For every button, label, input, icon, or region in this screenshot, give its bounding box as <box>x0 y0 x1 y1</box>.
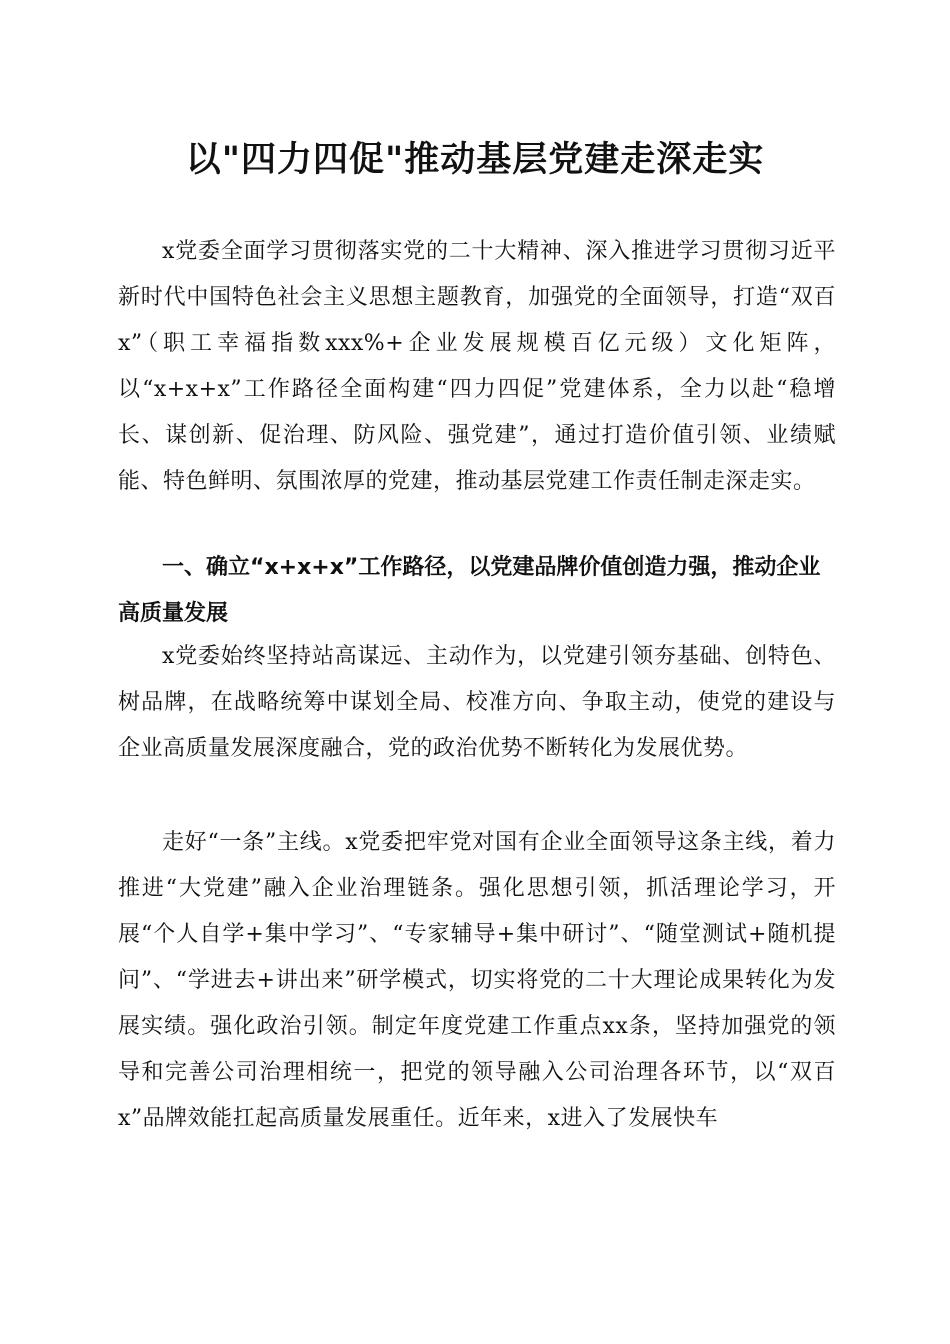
document-title: 以"四力四促"推动基层党建走深走实 <box>185 139 765 180</box>
section-1-paragraph-2: 走好“一条”主线。x党委把牢党对国有企业全面领导这条主线，着力推进“大党建”融入企业治理链条。强化思想引领，抓活理论学习，开展“个人自学+集中学习”、“专家辅导+集中研讨”、“随堂测试+随机提问”、“学进去+讲出来”研学模式，切实将党的二十大理论成果转化为发展实绩。强化政治引领。制定年度党建工作重点xx条，坚持加强党的领导和完善公司治理相统一，把党的领导融入公司治理各环节，以“双百x”品牌效能扛起高质量发展重任。近年来，x进入了发展快车 <box>118 830 836 1131</box>
section-1-paragraph-1: x党委始终坚持站高谋远、主动作为，以党建引领夯基础、创特色、树品牌，在战略统筹中谋划全局、校准方向、争取主动，使党的建设与企业高质量发展深度融合，党的政治优势不断转化为发展优势。 <box>118 644 836 761</box>
intro-paragraph: x党委全面学习贯彻落实党的二十大精神、深入推进学习贯彻习近平新时代中国特色社会主义思想主题教育，加强党的全面领导，打造“双百x”（职工幸福指数xxx%+企业发展规模百亿元级）文化矩阵，以“x+x+x”工作路径全面构建“四力四促”党建体系，全力以赴“稳增长、谋创新、促治理、防风险、强党建”，通过打造价值引领、业绩赋能、特色鲜明、氛围浓厚的党建，推动基层党建工作责任制走深走实。 <box>118 239 836 494</box>
section-1-heading: 一、确立“x+x+x”工作路径，以党建品牌价值创造力强，推动企业高质量发展 <box>118 555 821 626</box>
